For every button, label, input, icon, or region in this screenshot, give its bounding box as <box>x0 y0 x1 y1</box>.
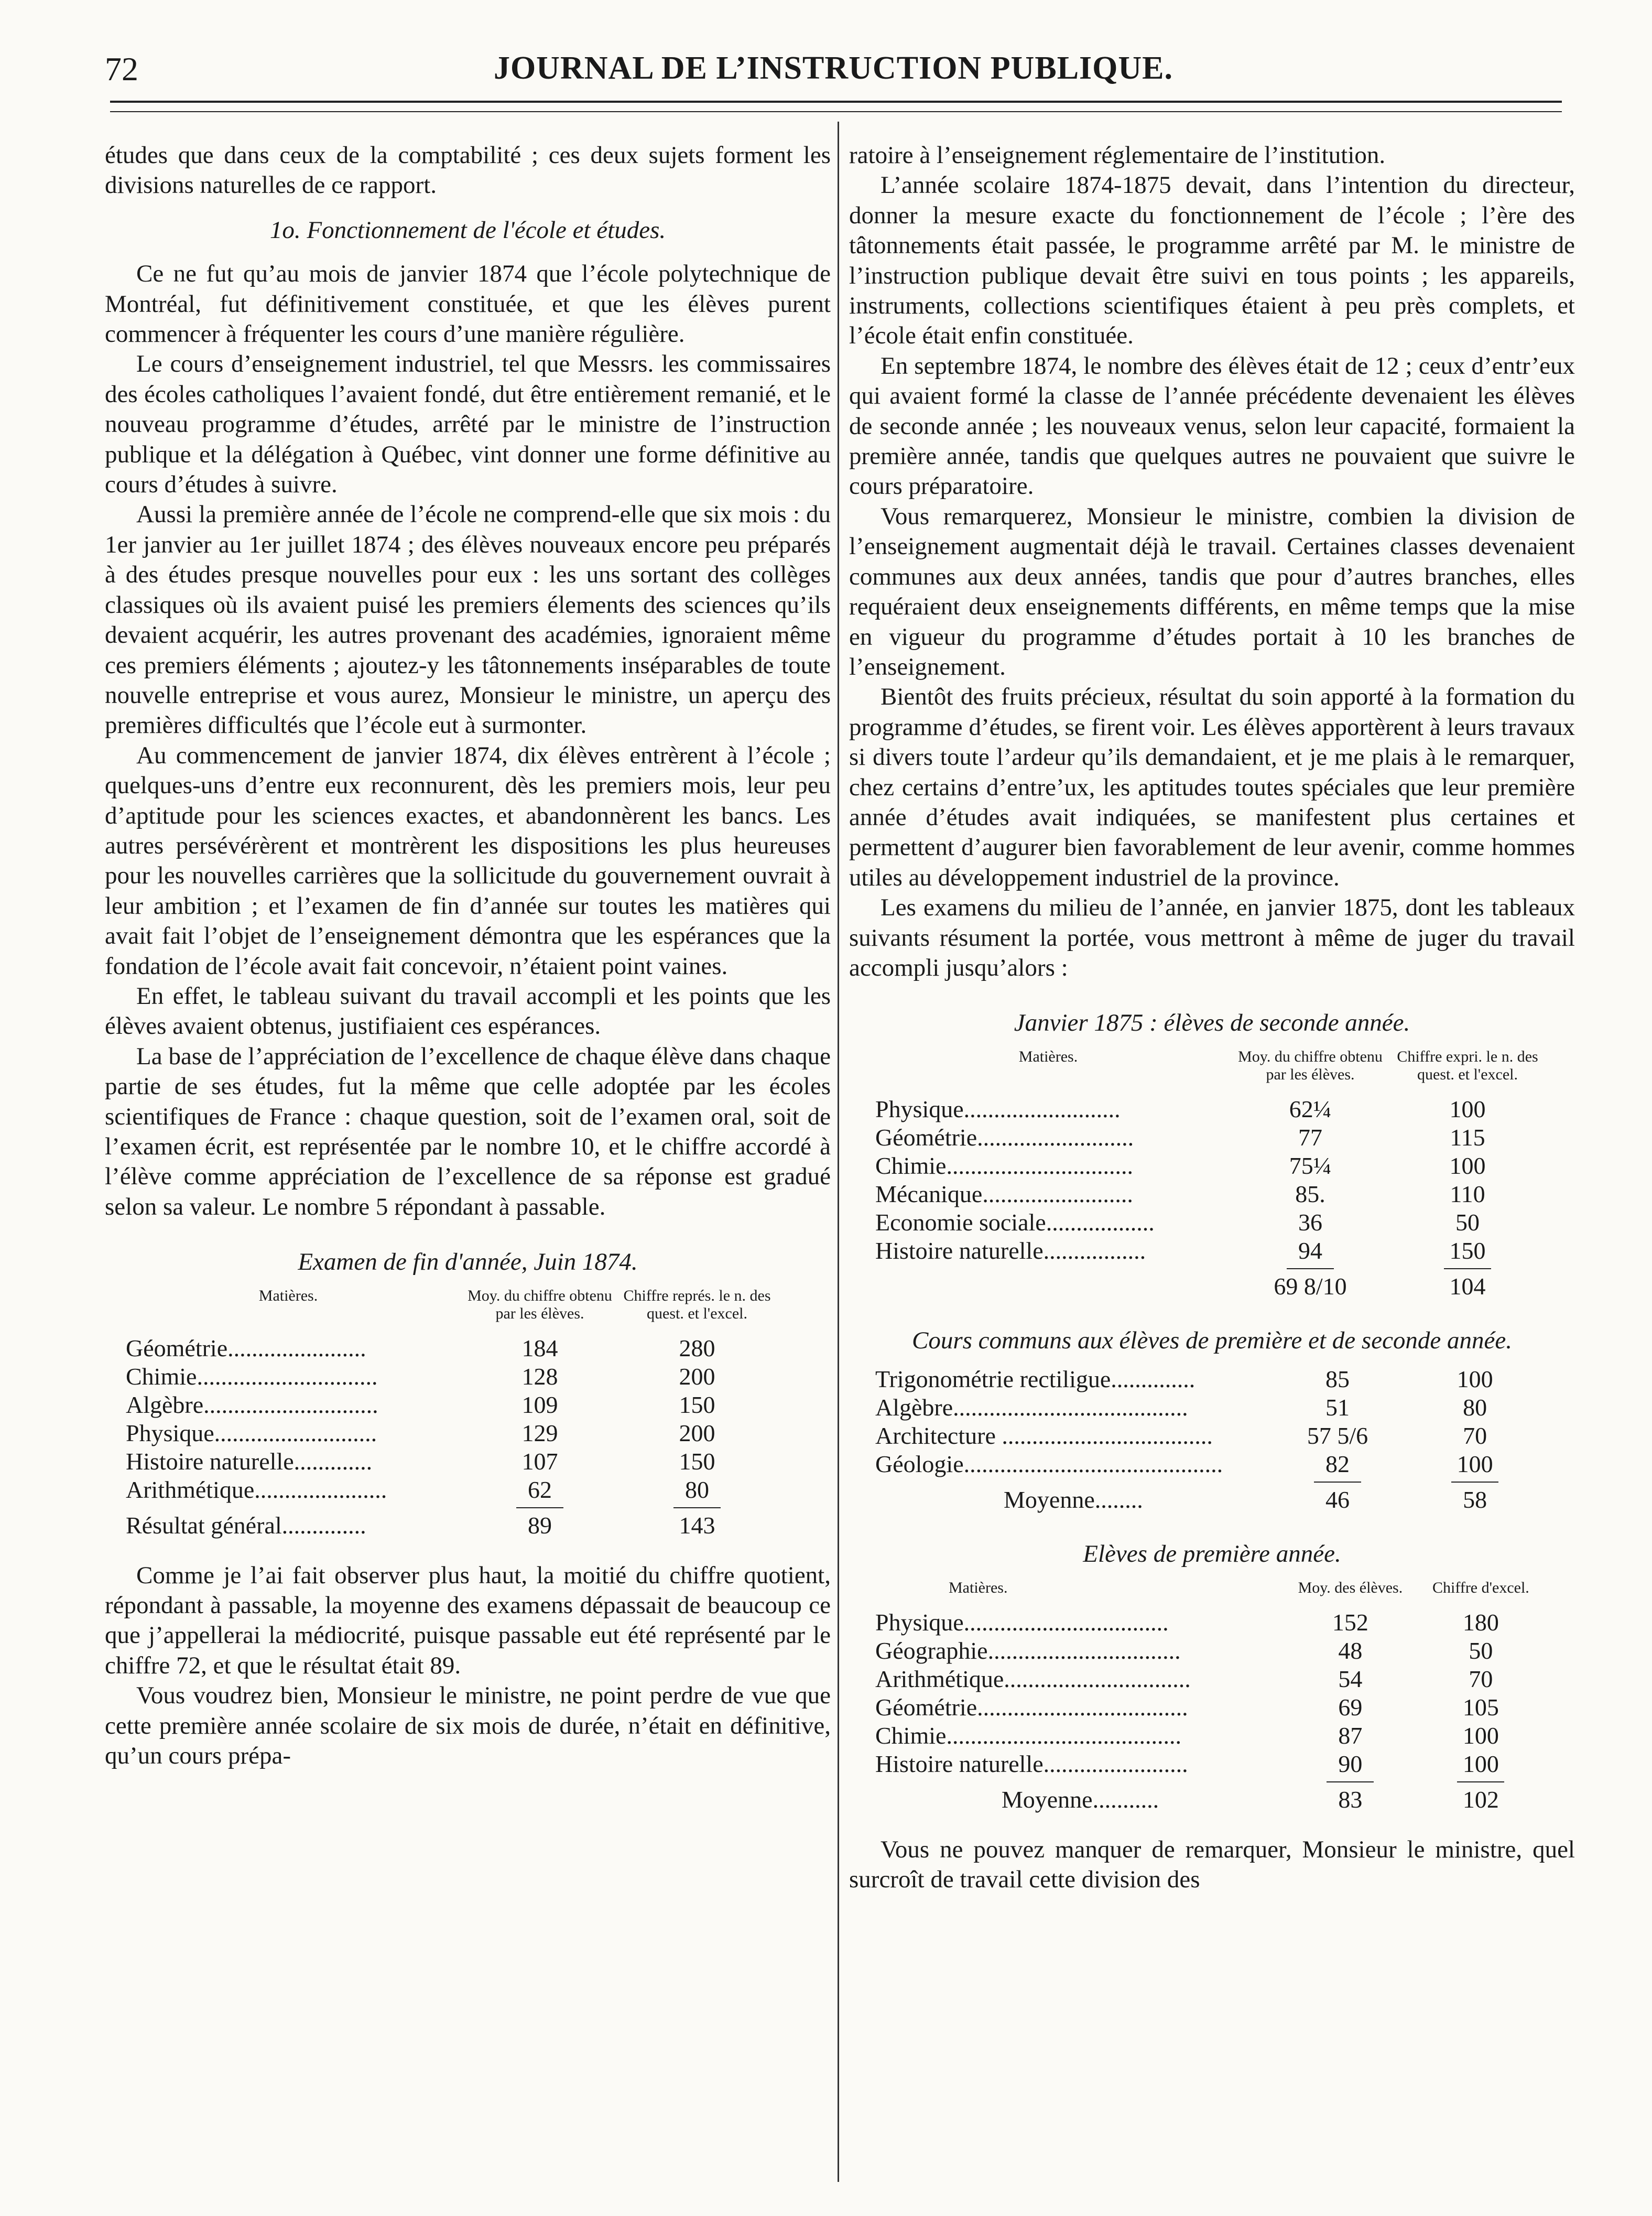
header-maximum: Chiffre expri. le n. des quest. et l'excel. <box>1397 1047 1538 1083</box>
sum-rule <box>1457 1781 1504 1782</box>
table-row <box>865 1722 1546 1750</box>
page-header <box>105 45 1562 102</box>
total-average: 83 <box>1338 1786 1363 1813</box>
average-cell: 57 5/6 <box>1307 1422 1368 1450</box>
paragraph: ratoire à l’enseignement réglementaire de l’institution. <box>849 142 1386 169</box>
average-cell: 62¼ <box>1289 1095 1332 1122</box>
subject-cell: Géométrie.......................... <box>875 1123 1134 1151</box>
maximum-cell: 110 <box>1450 1180 1485 1207</box>
average-cell: 62 <box>528 1476 552 1503</box>
subject-cell: Physique.......................... <box>875 1095 1121 1122</box>
table-row <box>865 1422 1546 1450</box>
section-heading: 1o. Fonctionnement de l'école et études. <box>269 216 666 244</box>
maximum-cell: 100 <box>1449 1095 1486 1122</box>
header-average: Moy. du chiffre obtenu par les élèves. <box>468 1287 612 1322</box>
left-column <box>105 140 831 1771</box>
paragraph: En septembre 1874, le nombre des élèves était de 12 ; ceux d’entr’eux qui avaient formé la classe de l’année précédente devenaient les élèves de seconde année ; les nouveaux venus, selon leur capacité, formaient la première année, tandis que quelques autres ne pouvaient que suivre le cours préparatoire. <box>849 352 1575 500</box>
total-maximum: 58 <box>1463 1486 1487 1514</box>
sum-rule <box>1287 1268 1334 1269</box>
average-cell: 51 <box>1325 1394 1350 1421</box>
table-row <box>865 1123 1546 1152</box>
paragraph: Bientôt des fruits précieux, résultat du soin apporté à la formation du programme d’études, se firent voir. Les élèves apportèrent à leurs travaux si divers toute l’ardeur qu’ils demandaient, et je me plais à le remarquer, chez certains d’entre’ux, les aptitudes toutes spéciales que leur première année d’études avait indiquées, se manifestent plus certaines et permettent d’augurer bien favorablement de leur avenir, comme hommes utiles au développement industriel de la province. <box>849 683 1575 891</box>
maximum-cell: 115 <box>1450 1123 1485 1151</box>
subject-cell: Algèbre............................. <box>126 1391 378 1418</box>
table-row <box>865 1750 1546 1778</box>
subject-cell: Histoire naturelle........................ <box>875 1750 1188 1777</box>
exam-table-1875-common <box>865 1365 1546 1514</box>
subject-cell: Mécanique......................... <box>875 1180 1133 1207</box>
total-average: 89 <box>528 1511 552 1539</box>
table-row <box>865 1393 1546 1422</box>
table-title: Examen de fin d'année, Juin 1874. <box>298 1248 638 1276</box>
maximum-cell: 50 <box>1469 1637 1493 1664</box>
table-total-row <box>865 1486 1546 1514</box>
maximum-cell: 50 <box>1455 1208 1480 1236</box>
average-cell: 129 <box>521 1419 558 1446</box>
table-title: Cours communs aux élèves de première et de seconde année. <box>911 1326 1513 1354</box>
maximum-cell: 70 <box>1463 1422 1487 1450</box>
subject-cell: Arithmétique............................... <box>875 1665 1191 1692</box>
table-title: Elèves de première année. <box>1083 1540 1341 1568</box>
maximum-cell: 100 <box>1462 1722 1499 1749</box>
table-total-row <box>865 1786 1546 1814</box>
average-cell: 77 <box>1298 1123 1322 1151</box>
table-total-row <box>115 1511 776 1540</box>
subject-cell: Architecture ................................... <box>875 1422 1213 1450</box>
subject-cell: Economie sociale.................. <box>875 1208 1155 1236</box>
sum-rule <box>1327 1781 1374 1782</box>
paragraph: L’année scolaire 1874-1875 devait, dans l’intention du directeur, donner la mesure exacte du fonctionnement de l’école ; l’ère des tâtonnements était passée, le programme arrêté par M. le ministre de l’instruction publique devait être suivi en tous points ; les appareils, instruments, collections scientifiques étaient à peu près complets, et l’école était enfin constituée. <box>849 171 1575 350</box>
total-label: Moyenne........ <box>1004 1486 1143 1514</box>
table-header-row <box>865 1048 1546 1095</box>
average-cell: 128 <box>521 1363 558 1390</box>
table-row <box>865 1237 1546 1265</box>
table-row <box>115 1334 776 1363</box>
sum-rule <box>516 1507 563 1508</box>
total-maximum: 102 <box>1462 1786 1499 1813</box>
average-cell: 107 <box>521 1447 558 1475</box>
subject-cell: Chimie....................................... <box>875 1722 1181 1749</box>
subject-cell: Chimie.............................. <box>126 1363 378 1390</box>
exam-table-1875-second-year <box>865 1048 1546 1301</box>
paragraph: Au commencement de janvier 1874, dix élèves entrèrent à l’école ; quelques-uns d’entre eux reconnurent, dès les premiers mois, leur peu d’aptitude pour les sciences exactes, et abandonnèrent les bancs. Les autres persévérèrent et montrèrent les dispositions les plus heureuses pour les nouvelles carrières que la sollicitude du gouvernement ouvrait à leur ambition ; et l’examen de fin d’année sur toutes les matières qui avait fait l’objet de l’enseignement démontra que les espérances que la fondation de l’école avait fait concevoir, n’étaient point vaines. <box>105 741 831 980</box>
header-subject: Matières. <box>258 1287 318 1304</box>
table-row <box>865 1365 1546 1393</box>
average-cell: 94 <box>1298 1237 1322 1264</box>
maximum-cell: 80 <box>685 1476 709 1503</box>
table-row <box>865 1608 1546 1637</box>
table-row <box>865 1637 1546 1665</box>
average-cell: 152 <box>1332 1608 1368 1636</box>
table-row <box>865 1180 1546 1208</box>
paragraph: Ce ne fut qu’au mois de janvier 1874 que l’école polytechnique de Montréal, fut définitivement constituée, et que les élèves purent commencer à fréquenter les cours d’une manière régulière. <box>105 260 831 348</box>
subject-cell: Histoire naturelle............. <box>126 1447 373 1475</box>
header-maximum: Chiffre d'excel. <box>1432 1579 1529 1596</box>
total-average: 69 8/10 <box>1274 1272 1347 1300</box>
paragraph: Le cours d’enseignement industriel, tel que Messrs. les commissaires des écoles catholiques l’avaient fondé, dut être entièrement remanié, et le nouveau programme d’études, arrêté par le ministre de l’instruction publique et la délégation à Québec, vint donner une forme définitive au cours d’études à suivre. <box>105 350 831 499</box>
paragraph: études que dans ceux de la comptabilité ; ces deux sujets forment les divisions naturelles de ce rapport. <box>105 142 831 199</box>
table-header-row <box>115 1287 776 1334</box>
header-average: Moy. des élèves. <box>1298 1579 1403 1596</box>
average-cell: 82 <box>1325 1451 1350 1478</box>
sum-rule <box>1444 1268 1491 1269</box>
subject-cell: Arithmétique...................... <box>126 1476 387 1503</box>
running-title: JOURNAL DE L’INSTRUCTION PUBLIQUE. <box>493 50 1173 86</box>
total-average: 46 <box>1325 1486 1350 1514</box>
subject-cell: Trigonométrie rectiligue.............. <box>875 1366 1195 1393</box>
sum-rule-row <box>115 1504 776 1511</box>
subject-cell: Géographie................................ <box>875 1637 1181 1664</box>
maximum-cell: 100 <box>1457 1451 1493 1478</box>
table-row <box>865 1693 1546 1722</box>
table-row <box>115 1447 776 1476</box>
total-maximum: 104 <box>1449 1272 1486 1300</box>
table-row <box>865 1665 1546 1693</box>
sum-rule-row <box>865 1778 1546 1786</box>
maximum-cell: 70 <box>1469 1665 1493 1692</box>
header-rule-thin <box>110 111 1562 112</box>
table-row <box>115 1476 776 1504</box>
subject-cell: Chimie............................... <box>875 1152 1133 1179</box>
header-subject: Matières. <box>1018 1047 1078 1065</box>
table-row <box>865 1095 1546 1123</box>
average-cell: 184 <box>521 1334 558 1361</box>
paragraph: Comme je l’ai fait observer plus haut, la moitié du chiffre quotient, répondant à passable, la moyenne des examens dépassait de beaucoup ce que j’appellerai la médiocrité, puisque passable eut été représenté par le chiffre 72, et que le résultat était 89. <box>105 1561 831 1679</box>
table-row <box>865 1152 1546 1180</box>
table-row <box>115 1419 776 1447</box>
subject-cell: Histoire naturelle................. <box>875 1237 1146 1264</box>
maximum-cell: 200 <box>679 1419 715 1446</box>
table-row <box>115 1363 776 1391</box>
maximum-cell: 100 <box>1449 1152 1486 1179</box>
subject-cell: Géométrie....................... <box>126 1334 366 1361</box>
header-maximum: Chiffre représ. le n. des quest. et l'excel. <box>623 1287 771 1322</box>
average-cell: 87 <box>1338 1722 1363 1749</box>
subject-cell: Algèbre....................................... <box>875 1394 1188 1421</box>
table-title: Janvier 1875 : élèves de seconde année. <box>1014 1009 1410 1037</box>
header-average: Moy. du chiffre obtenu par les élèves. <box>1238 1047 1383 1083</box>
table-row <box>865 1450 1546 1478</box>
paragraph: Les examens du milieu de l’année, en janvier 1875, dont les tableaux suivants résument la portée, vous mettront à même de juger du travail accompli jusqu’alors : <box>849 894 1575 981</box>
total-maximum: 143 <box>679 1511 715 1539</box>
sum-rule <box>1451 1482 1498 1483</box>
paragraph: La base de l’appréciation de l’excellence de chaque élève dans chaque partie de ses études, fut la même que celle adoptée par les écoles scientifiques de France : chaque question, soit de l’examen oral, soit de l’examen écrit, est représentée par le nombre 10, et le chiffre accordé à l’élève comme appréciation de l’excellence de sa réponse est gradué selon sa valeur. Le nombre 5 répondant à passable. <box>105 1042 831 1220</box>
paragraph: Vous ne pouvez manquer de remarquer, Monsieur le ministre, quel surcroît de travail cette division des <box>849 1835 1575 1893</box>
paragraph: Aussi la première année de l’école ne comprend-elle que six mois : du 1er janvier au 1er juillet 1874 ; des élèves nouveaux encore peu préparés à des études presque nouvelles pour eux : les uns sortant des collèges classiques où ils avaient puisé les premiers élements des sciences qu’ils devaient acquérir, les autres provenant des académies, ignoraient même ces premiers éléments ; ajoutez-y les tâtonnements inséparables de toute nouvelle entreprise et vous aurez, Monsieur le ministre, un aperçu des premières difficultés que l’école eut à surmonter. <box>105 501 831 739</box>
exam-table-1874 <box>115 1287 776 1540</box>
average-cell: 69 <box>1338 1693 1363 1721</box>
paragraph: Vous remarquerez, Monsieur le ministre, combien la division de l’enseignement augmentait déjà le travail. Certaines classes devenaient communes aux deux années, tandis que pour d’autres branches, elles requéraient deux enseignements différents, en même temps que la mise en vigueur du programme d’études portait à 10 les branches de l’enseignement. <box>849 502 1575 680</box>
average-cell: 36 <box>1298 1208 1322 1236</box>
average-cell: 109 <box>521 1391 558 1418</box>
table-row <box>115 1391 776 1419</box>
total-label: Résultat général.............. <box>126 1511 366 1539</box>
maximum-cell: 180 <box>1462 1608 1499 1636</box>
sum-rule-row <box>865 1478 1546 1486</box>
page-number: 72 <box>105 50 138 88</box>
average-cell: 85. <box>1295 1180 1325 1207</box>
sum-rule <box>1314 1482 1361 1483</box>
maximum-cell: 80 <box>1463 1394 1487 1421</box>
header-subject: Matières. <box>949 1579 1008 1596</box>
table-row <box>865 1208 1546 1237</box>
maximum-cell: 280 <box>679 1334 715 1361</box>
total-label <box>865 1272 1232 1301</box>
maximum-cell: 150 <box>1449 1237 1486 1264</box>
subject-cell: Géométrie................................... <box>875 1693 1188 1721</box>
table-header-row <box>865 1579 1546 1608</box>
maximum-cell: 150 <box>679 1447 715 1475</box>
average-cell: 75¼ <box>1289 1152 1332 1179</box>
sum-rule-row <box>865 1265 1546 1272</box>
paragraph: En effet, le tableau suivant du travail accompli et les points que les élèves avaient obtenus, justifiaient ces espérances. <box>105 982 831 1040</box>
subject-cell: Géologie........................................... <box>875 1451 1223 1478</box>
average-cell: 54 <box>1338 1665 1363 1692</box>
header-rule-thick <box>110 101 1562 103</box>
subject-cell: Physique.................................. <box>875 1608 1169 1636</box>
average-cell: 85 <box>1325 1366 1350 1393</box>
sum-rule <box>673 1507 721 1508</box>
paragraph: Vous voudrez bien, Monsieur le ministre, ne point perdre de vue que cette première année scolaire de six mois de durée, n’était en définitive, qu’un cours prépa- <box>105 1682 831 1770</box>
average-cell: 48 <box>1338 1637 1363 1664</box>
column-divider <box>838 122 839 2182</box>
maximum-cell: 200 <box>679 1363 715 1390</box>
right-column <box>849 140 1575 1895</box>
total-label: Moyenne........... <box>1001 1786 1159 1813</box>
maximum-cell: 105 <box>1462 1693 1499 1721</box>
average-cell: 90 <box>1338 1750 1363 1777</box>
maximum-cell: 100 <box>1462 1750 1499 1777</box>
exam-table-1875-first-year <box>865 1579 1546 1814</box>
subject-cell: Physique........................... <box>126 1419 377 1446</box>
maximum-cell: 100 <box>1457 1366 1493 1393</box>
maximum-cell: 150 <box>679 1391 715 1418</box>
table-total-row <box>865 1272 1546 1301</box>
